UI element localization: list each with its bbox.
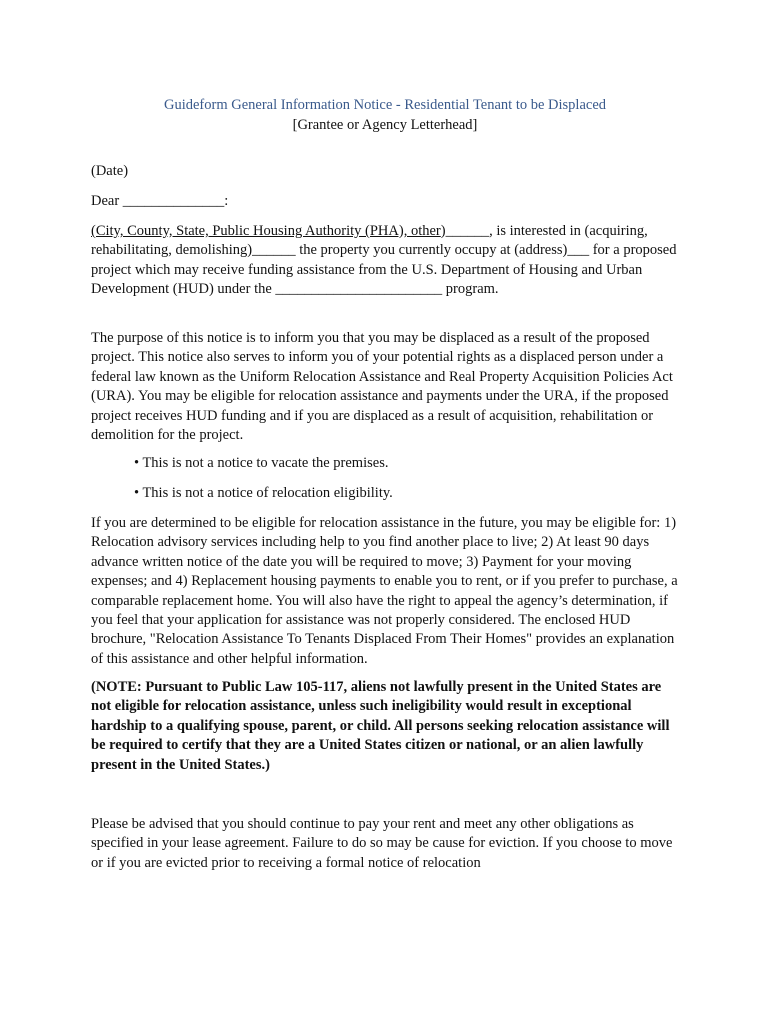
note-public-law: (NOTE: Pursuant to Public Law 105-117, aliens not lawfully present in the United States are not eligible for relocation assistance, unless such ineligibility would result in exceptional hardship to a qualifying spouse, parent, or child. All persons seeking relocation assistance will be required to certify that they are a United States citizen or national, or an alien lawfully present in the United States.) [91, 679, 670, 773]
paragraph-eligibility: If you are determined to be eligible for relocation assistance in the future, you may be eligible for: 1) Relocation advisory services including help to you find another place to live; 2) At least 90 days advance written notice of the date you will be required to move; 3) Payment for your moving expenses; and 4) Replacement housing payments to enable you to rent, or if you prefer to purchase, a comparable replacement home. You will also have the right to appeal the agency’s determination, if you feel that your application for assistance was not properly considered. The enclosed HUD brochure, "Relocation Assistance To Tenants Displaced From Their Homes" provides an explanation of this assistance and other helpful information. [91, 515, 678, 667]
date-placeholder: (Date) [91, 163, 129, 179]
document-title: Guideform General Information Notice - Residential Tenant to be Displaced [163, 97, 607, 113]
letterhead-placeholder: [Grantee or Agency Letterhead] [292, 117, 478, 133]
bullet-not-vacate: • This is not a notice to vacate the premises. [134, 455, 389, 471]
agency-type-underlined: (City, County, State, Public Housing Authority (PHA), other [91, 223, 441, 239]
paragraph-purpose: The purpose of this notice is to inform you that you may be displaced as a result of the proposed project. This notice also serves to inform you of your potential rights as a displaced person under a federal law known as the Uniform Relocation Assistance and Real Property Acquisition Policies Act (URA). You may be eligible for relocation assistance and payments under the URA, if the proposed project receives HUD funding and if you are displaced as a result of acquisition, rehabilitation or demolition for the project. [91, 330, 673, 444]
paragraph-rent-obligations: Please be advised that you should continue to pay your rent and meet any other obligations as specified in your lease agreement. Failure to do so may be cause for eviction. If you choose to move or if you are evicted prior to receiving a formal notice of relocation [91, 816, 673, 871]
salutation: Dear ______________: [91, 193, 229, 209]
paragraph-intro [91, 222, 683, 300]
paragraph-intro-text: )______, is interested in (acquiring, rehabilitating, demolishing)______ the property you currently occupy at (address)___ for a proposed project which may receive funding assistance from the U.S. Department of Housing and Urban Development (HUD) under the _______________________ program. [91, 223, 677, 298]
bullet-not-eligibility: • This is not a notice of relocation eligibility. [134, 485, 393, 501]
